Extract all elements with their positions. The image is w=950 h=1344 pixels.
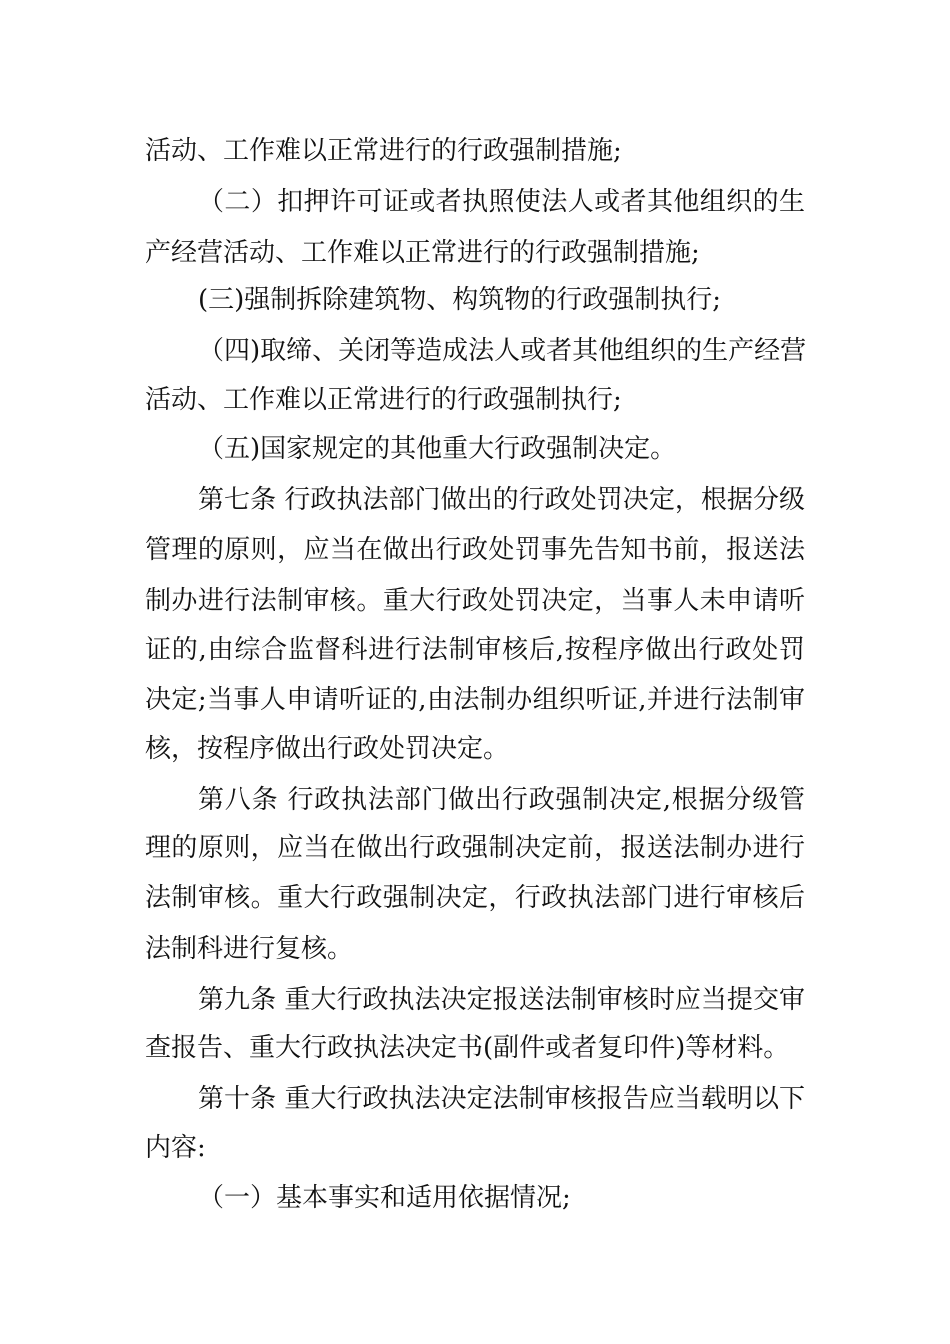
text-line: 第七条 行政执法部门做出的行政处罚决定，根据分级 — [198, 485, 805, 515]
text-line: （二）扣押许可证或者执照使法人或者其他组织的生 — [198, 187, 805, 217]
text-line: (三)强制拆除建筑物、构筑物的行政强制执行; — [198, 285, 722, 315]
text-line: 活动、工作难以正常进行的行政强制措施; — [145, 136, 622, 166]
text-line: 证的,由综合监督科进行法制审核后,按程序做出行政处罚 — [145, 635, 805, 665]
text-line: 制办进行法制审核。重大行政处罚决定，当事人未申请听 — [145, 586, 805, 616]
text-line: 法制科进行复核。 — [145, 934, 354, 964]
text-line: 管理的原则，应当在做出行政处罚事先告知书前，报送法 — [145, 535, 805, 565]
text-line: 理的原则，应当在做出行政强制决定前，报送法制办进行 — [145, 833, 805, 863]
text-line: 第十条 重大行政执法决定法制审核报告应当载明以下 — [198, 1084, 805, 1114]
text-line: 决定;当事人申请听证的,由法制办组织听证,并进行法制审 — [145, 685, 805, 715]
text-line: （一）基本事实和适用依据情况; — [198, 1183, 571, 1213]
text-line: 活动、工作难以正常进行的行政强制执行; — [145, 385, 622, 415]
text-line: 第九条 重大行政执法决定报送法制审核时应当提交审 — [198, 985, 805, 1015]
text-line: （五)国家规定的其他重大行政强制决定。 — [198, 434, 677, 464]
text-line: 法制审核。重大行政强制决定，行政执法部门进行审核后 — [145, 883, 805, 913]
text-line: 核，按程序做出行政处罚决定。 — [145, 734, 510, 764]
text-line: 内容: — [145, 1133, 206, 1163]
text-line: 查报告、重大行政执法决定书(副件或者复印件)等材料。 — [145, 1033, 790, 1063]
text-line: 产经营活动、工作难以正常进行的行政强制措施; — [145, 238, 700, 268]
text-line: 第八条 行政执法部门做出行政强制决定,根据分级管 — [198, 785, 805, 815]
text-line: （四)取缔、关闭等造成法人或者其他组织的生产经营 — [198, 336, 807, 366]
